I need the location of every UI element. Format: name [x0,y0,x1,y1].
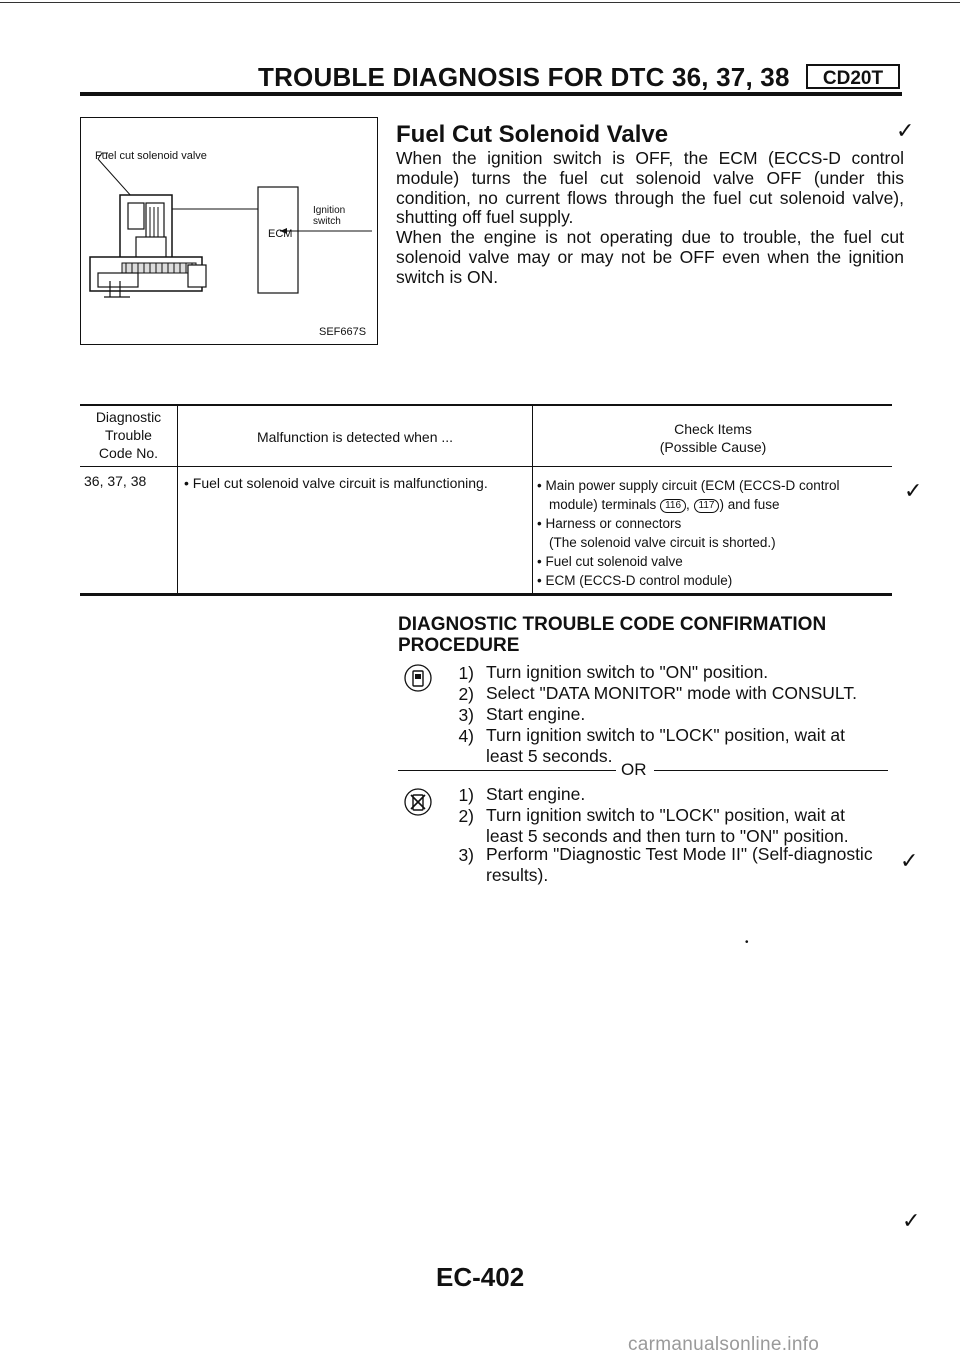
model-tag: CD20T [806,64,900,89]
table-cell-check-items: • Main power supply circuit (ECM (ECCS-D control module) terminals 116 , 117 ) and fuse • Harness or connectors (The solenoid valve circuit is shorted.) • Fuel cut solenoid valve • ECM (ECCS-D control module) [537,478,840,588]
table-top-rule [80,404,892,406]
figure-label-ecm: ECM [268,228,293,240]
table-header-malfunction: Malfunction is detected when ... [256,429,454,445]
or-label: OR [621,760,647,779]
check-mark-icon: ✓ [902,1208,921,1233]
table-bottom-rule [80,593,892,596]
page-number: EC-402 [436,1262,525,1292]
paragraph-1: When the ignition switch is OFF, the ECM (ECCS-D control module) turns the fuel cut solenoid valve OFF (under this condition, no current flows through the fuel cut solenoid valve), shutting off fuel supply. [396,148,904,228]
consult-tester-icon [403,663,433,693]
table-cell-code: 36, 37, 38 [84,473,147,489]
table-header-rule [80,466,892,467]
no-tools-icon [403,787,433,817]
figure-label-ignition-switch: Ignition switch [313,205,346,227]
watermark: carmanualsonline.info [628,1334,820,1355]
figure-code: SEF667S [319,326,367,338]
section-body [396,149,904,288]
table-cell-malfunction: • Fuel cut solenoid valve circuit is malfunctioning. [184,475,488,491]
stray-mark: • [745,937,749,948]
check-mark-icon: ✓ [904,478,923,503]
figure-label-valve: Fuel cut solenoid valve [95,150,207,162]
check-mark-icon: ✓ [900,848,919,873]
table-header-check-items: Check Items (Possible Cause) [659,421,767,455]
manual-steps: 1) Start engine. 2) Turn ignition switch to "LOCK" position, wait at least 5 seconds and then turn to "ON" position. 3) Perform "Diagnostic Test Mode II" (Self-diagnostic results). [458,784,873,885]
page-title: TROUBLE DIAGNOSIS FOR DTC 36, 37, 38 [258,62,790,92]
or-divider-left [398,770,616,771]
top-edge-rule [0,2,960,3]
table-header-code: Diagnostic Trouble Code No. [95,409,162,461]
header-rule [80,92,902,96]
or-divider-right [654,770,888,771]
terminal-116-badge: 116 [660,499,686,513]
consult-steps: 1) Turn ignition switch to "ON" position. 2) Select "DATA MONITOR" mode with CONSULT. 3) Start engine. 4) Turn ignition switch to "LOCK" position, wait at least 5 seconds. [458,662,857,766]
section-title: Fuel Cut Solenoid Valve [396,121,669,148]
procedure-title: DIAGNOSTIC TROUBLE CODE CONFIRMATION PROCEDURE [398,614,827,656]
terminal-117-badge: 117 [694,499,720,513]
check-mark-icon: ✓ [896,118,915,143]
paragraph-2: When the engine is not operating due to trouble, the fuel cut solenoid valve may or may not be OFF even when the ignition switch is ON. [396,227,904,287]
